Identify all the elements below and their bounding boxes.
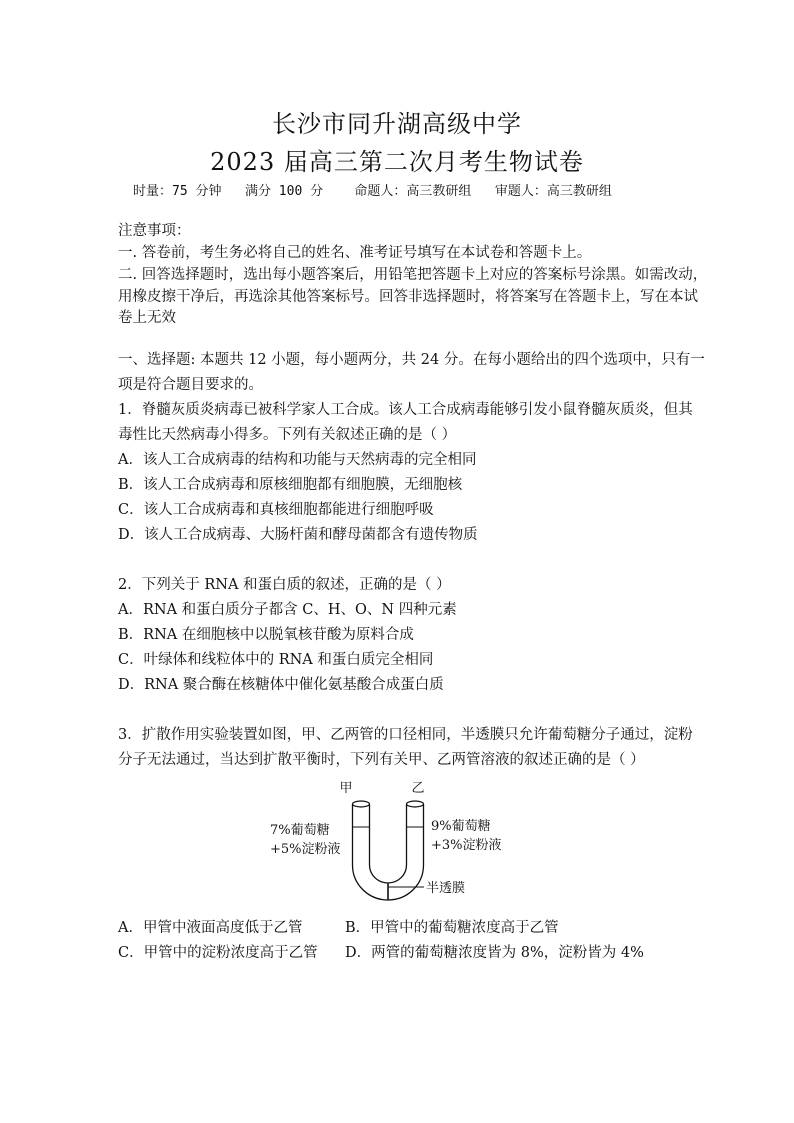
left-tube-opening xyxy=(353,801,370,807)
q1-option-d: D．该人工合成病毒、大肠杆菌和酵母菌都含有遗传物质 xyxy=(118,527,478,543)
q3-stem-1: 3．扩散作用实验装置如图，甲、乙两管的口径相同，半透膜只允许葡萄糖分子通过，淀粉 xyxy=(118,727,693,743)
exam-title: 2023 届高三第二次月考生物试卷 xyxy=(210,148,584,176)
u-tube-diagram xyxy=(250,775,550,905)
label-jia: 甲 xyxy=(339,781,353,796)
section-line-2: 项是符合题目要求的。 xyxy=(118,377,263,393)
left-solution-label-1: 7%葡萄糖 xyxy=(270,823,330,838)
q2-stem-1: 2．下列关于 RNA 和蛋白质的叙述，正确的是（ ） xyxy=(118,577,451,593)
section-line-1: 一、选择题: 本题共 12 小题，每小题两分，共 24 分。在每小题给出的四个选项中，只有一 xyxy=(118,352,705,368)
notice-line-2a: 二. 回答选择题时，选出每小题答案后，用铅笔把答题卡上对应的答案标号涂黑。如需改动， xyxy=(118,267,708,283)
notice-line-2b: 用橡皮擦干净后，再选涂其他答案标号。回答非选择题时，将答案写在答题卡上，写在本试 xyxy=(118,289,698,305)
q2-option-b: B．RNA 在细胞核中以脱氧核苷酸为原料合成 xyxy=(118,627,414,643)
q1-option-a: A．该人工合成病毒的结构和功能与天然病毒的完全相同 xyxy=(118,452,477,468)
notice-line-1: 一. 答卷前，考生务必将自己的姓名、准考证号填写在本试卷和答题卡上。 xyxy=(118,245,592,261)
right-solution-label-2: +3%淀粉液 xyxy=(431,838,502,853)
q3-option-b: B．甲管中的葡萄糖浓度高于乙管 xyxy=(345,920,559,936)
notice-line-2c: 卷上无效 xyxy=(118,310,176,326)
school-name: 长沙市同升湖高级中学 xyxy=(272,110,522,138)
notice-heading: 注意事项： xyxy=(118,223,191,239)
q1-option-b: B．该人工合成病毒和原核细胞都有细胞膜，无细胞核 xyxy=(118,477,463,493)
q2-option-d: D．RNA 聚合酶在核糖体中催化氨基酸合成蛋白质 xyxy=(118,677,444,693)
right-solution-label-1: 9%葡萄糖 xyxy=(431,819,491,834)
left-solution-label-2: +5%淀粉液 xyxy=(270,842,341,857)
q1-stem-2: 毒性比天然病毒小得多。下列有关叙述正确的是（ ） xyxy=(118,427,457,443)
right-tube-opening xyxy=(407,801,424,807)
membrane-label: 半透膜 xyxy=(426,881,466,896)
q2-option-c: C．叶绿体和线粒体中的 RNA 和蛋白质完全相同 xyxy=(118,652,434,668)
q3-option-c: C．甲管中的淀粉浓度高于乙管 xyxy=(118,945,318,961)
exam-meta: 时量：75 分钟 满分 100 分 命题人：高三教研组 审题人：高三教研组 xyxy=(133,184,612,199)
label-yi: 乙 xyxy=(411,781,425,796)
q3-option-d: D．两管的葡萄糖浓度皆为 8%，淀粉皆为 4% xyxy=(345,945,644,961)
q2-option-a: A．RNA 和蛋白质分子都含 C、H、O、N 四种元素 xyxy=(118,602,457,618)
u-tube-inner-wall xyxy=(370,804,407,883)
q3-stem-2: 分子无法通过，当达到扩散平衡时，下列有关甲、乙两管溶液的叙述正确的是（ ） xyxy=(118,752,645,768)
q1-option-c: C．该人工合成病毒和真核细胞都能进行细胞呼吸 xyxy=(118,502,434,518)
q3-option-a: A．甲管中液面高度低于乙管 xyxy=(118,920,303,936)
q1-stem-1: 1．脊髓灰质炎病毒已被科学家人工合成。该人工合成病毒能够引发小鼠脊髓灰质炎，但其 xyxy=(118,402,693,418)
